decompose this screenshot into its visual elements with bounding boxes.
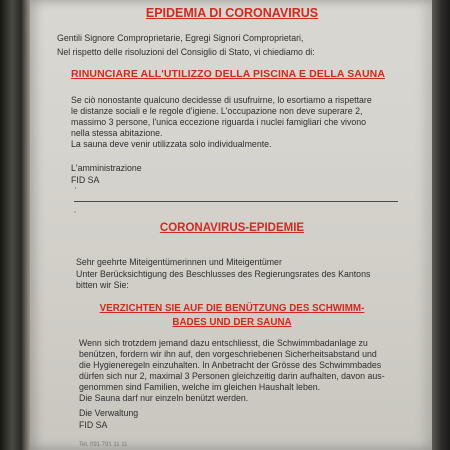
german-greeting: Sehr geehrte Miteigentümerinnen und Miteigentümer <box>76 257 282 267</box>
notice-paper <box>30 0 434 450</box>
italian-intro: Nel rispetto delle risoluzioni del Consiglio di Stato, vi chiediamo di: <box>57 47 315 57</box>
german-intro-line: Unter Berücksichtigung des Beschlusses des Regierungsrates des Kantons <box>76 269 371 279</box>
german-body-line: Wenn sich trotzdem jemand dazu entschliesst, die Schwimmbadanlage zu <box>79 338 368 348</box>
footer-faint-text: Tel. 091 791 11 11 <box>79 442 128 448</box>
section-divider <box>74 201 398 202</box>
italian-body <box>71 95 372 150</box>
italian-sign-label: L'amministrazione <box>71 163 142 173</box>
german-sign-label: Die Verwaltung <box>79 408 139 418</box>
italian-body-line: Se ciò nonostante qualcuno decidesse di usufruirne, lo esortiamo a rispettare <box>71 95 372 105</box>
italian-greeting: Gentili Signore Comproprietarie, Egregi Signori Comproprietari, <box>57 33 304 43</box>
italian-title: EPIDEMIA DI CORONAVIRUS <box>145 6 319 20</box>
german-title: CORONAVIRUS-EPIDEMIE <box>159 222 305 234</box>
italian-request: RINUNCIARE ALL'UTILIZZO DELLA PISCINA E DELLA SAUNA <box>71 68 386 80</box>
italian-body-line: La sauna deve venir utilizzata solo individualmente. <box>71 139 272 149</box>
german-body-line: benützen, fordern wir ihn auf, den vorgeschriebenen Sicherheitsabstand und <box>79 349 377 359</box>
pen-mark: , <box>74 207 76 214</box>
door-frame-right <box>432 0 450 450</box>
german-request-line-1: VERZICHTEN SIE AUF DIE BENÜTZUNG DES SCHWIMM- <box>99 303 365 314</box>
door-frame-left <box>0 0 30 450</box>
italian-body-line: massimo 3 persone, l'unica eccezione riguarda i nuclei famigliari che vivono <box>71 117 367 127</box>
german-intro-line: bitten wir Sie: <box>76 280 129 290</box>
italian-sign-company: FID SA <box>71 175 100 185</box>
italian-body-line: nella stessa abitazione. <box>71 128 163 138</box>
german-intro <box>76 269 370 291</box>
german-body <box>79 338 385 404</box>
pen-mark: ′ <box>75 187 77 194</box>
german-body-line: genommen sind Familien, welche im gleichen Haushalt leben. <box>79 382 321 392</box>
german-body-line: Die Sauna darf nur einzeln benützt werden. <box>79 393 249 403</box>
german-sign-company: FID SA <box>79 420 108 430</box>
german-body-line: die Hygieneregeln einzuhalten. In Anbetracht der Grösse des Schwimmbades <box>79 360 382 370</box>
german-request-line-2: BADES UND DER SAUNA <box>172 317 292 328</box>
italian-body-line: le distanze sociali e le regole d'igiene. L'occupazione non deve superare 2, <box>71 106 363 116</box>
german-body-line: dürfen sich nur 2, maximal 3 Personen gleichzeitig darin aufhalten, davon aus- <box>79 371 385 381</box>
